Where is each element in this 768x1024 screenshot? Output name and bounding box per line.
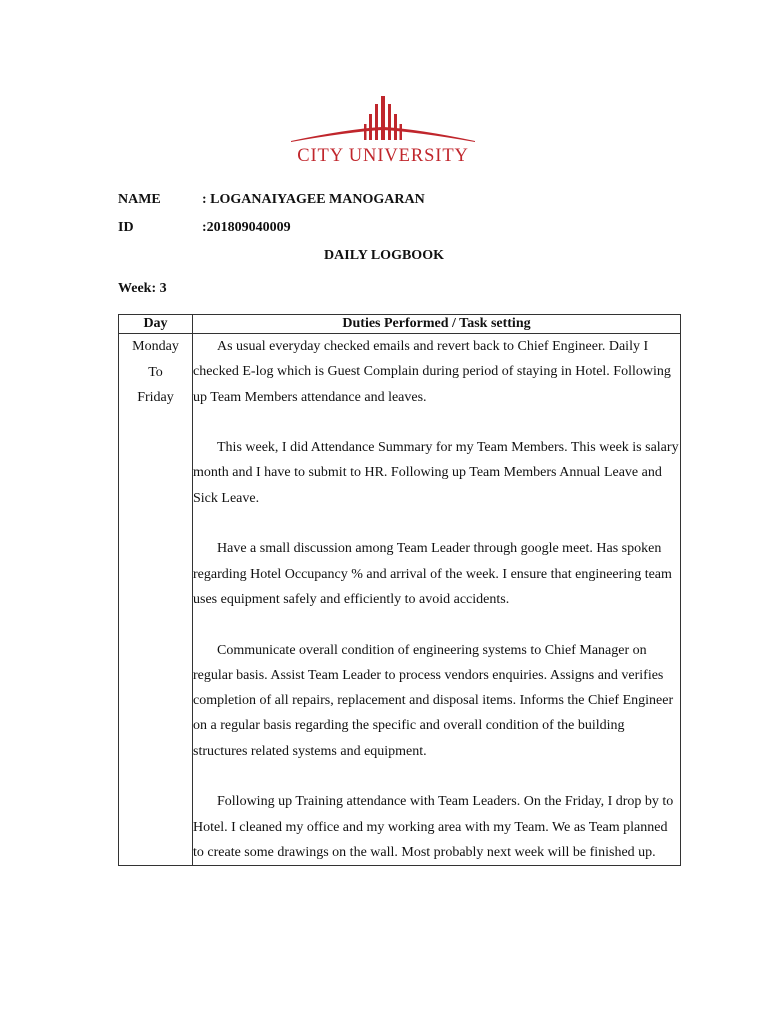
day-line: Monday bbox=[132, 339, 179, 354]
city-skyline-icon bbox=[288, 94, 478, 142]
day-cell bbox=[119, 334, 193, 866]
name-label: NAME bbox=[118, 192, 161, 207]
duty-paragraph: Have a small discussion among Team Leader through google meet. Has spoken regarding Hotel Occupancy % and arrival of the week. I ensure that engineering team uses equipment safely and efficiently to avoid accidents. bbox=[193, 541, 672, 607]
day-header: Day bbox=[119, 315, 193, 334]
week-label: Week: 3 bbox=[118, 281, 167, 296]
table-row bbox=[119, 334, 681, 866]
logo-text: CITY UNIVERSITY bbox=[297, 146, 469, 166]
id-label: ID bbox=[118, 220, 134, 235]
name-value: : LOGANAIYAGEE MANOGARAN bbox=[202, 192, 425, 207]
duty-paragraph: This week, I did Attendance Summary for my Team Members. This week is salary month and I have to submit to HR. Following up Team Members Annual Leave and Sick Leave. bbox=[193, 440, 679, 506]
duty-paragraph: Following up Training attendance with Team Leaders. On the Friday, I drop by to Hotel. I cleaned my office and my working area with my Team. We as Team planned to create some drawings on the wall. Most probably next week will be finished up. bbox=[193, 794, 674, 860]
logbook-table bbox=[118, 314, 681, 866]
duties-cell bbox=[193, 334, 681, 866]
day-line: Friday bbox=[137, 390, 174, 405]
id-value: :201809040009 bbox=[202, 220, 291, 235]
university-logo bbox=[288, 94, 478, 166]
duties-header: Duties Performed / Task setting bbox=[193, 315, 681, 334]
duty-paragraph: As usual everyday checked emails and revert back to Chief Engineer. Daily I checked E-log which is Guest Complain during period of staying in Hotel. Following up Team Members attendance and leaves. bbox=[193, 339, 671, 405]
day-line: To bbox=[148, 364, 163, 380]
duty-paragraph: Communicate overall condition of engineering systems to Chief Manager on regular basis. Assist Team Leader to process vendors enquiries. Assigns and verifies completion of all repairs, replacement and disposal items. Informs the Chief Engineer on a regular basis regarding the specific and overall condition of the building structures related systems and equipment. bbox=[193, 642, 674, 759]
document-title: DAILY LOGBOOK bbox=[324, 248, 444, 263]
table-header-row bbox=[119, 315, 681, 334]
